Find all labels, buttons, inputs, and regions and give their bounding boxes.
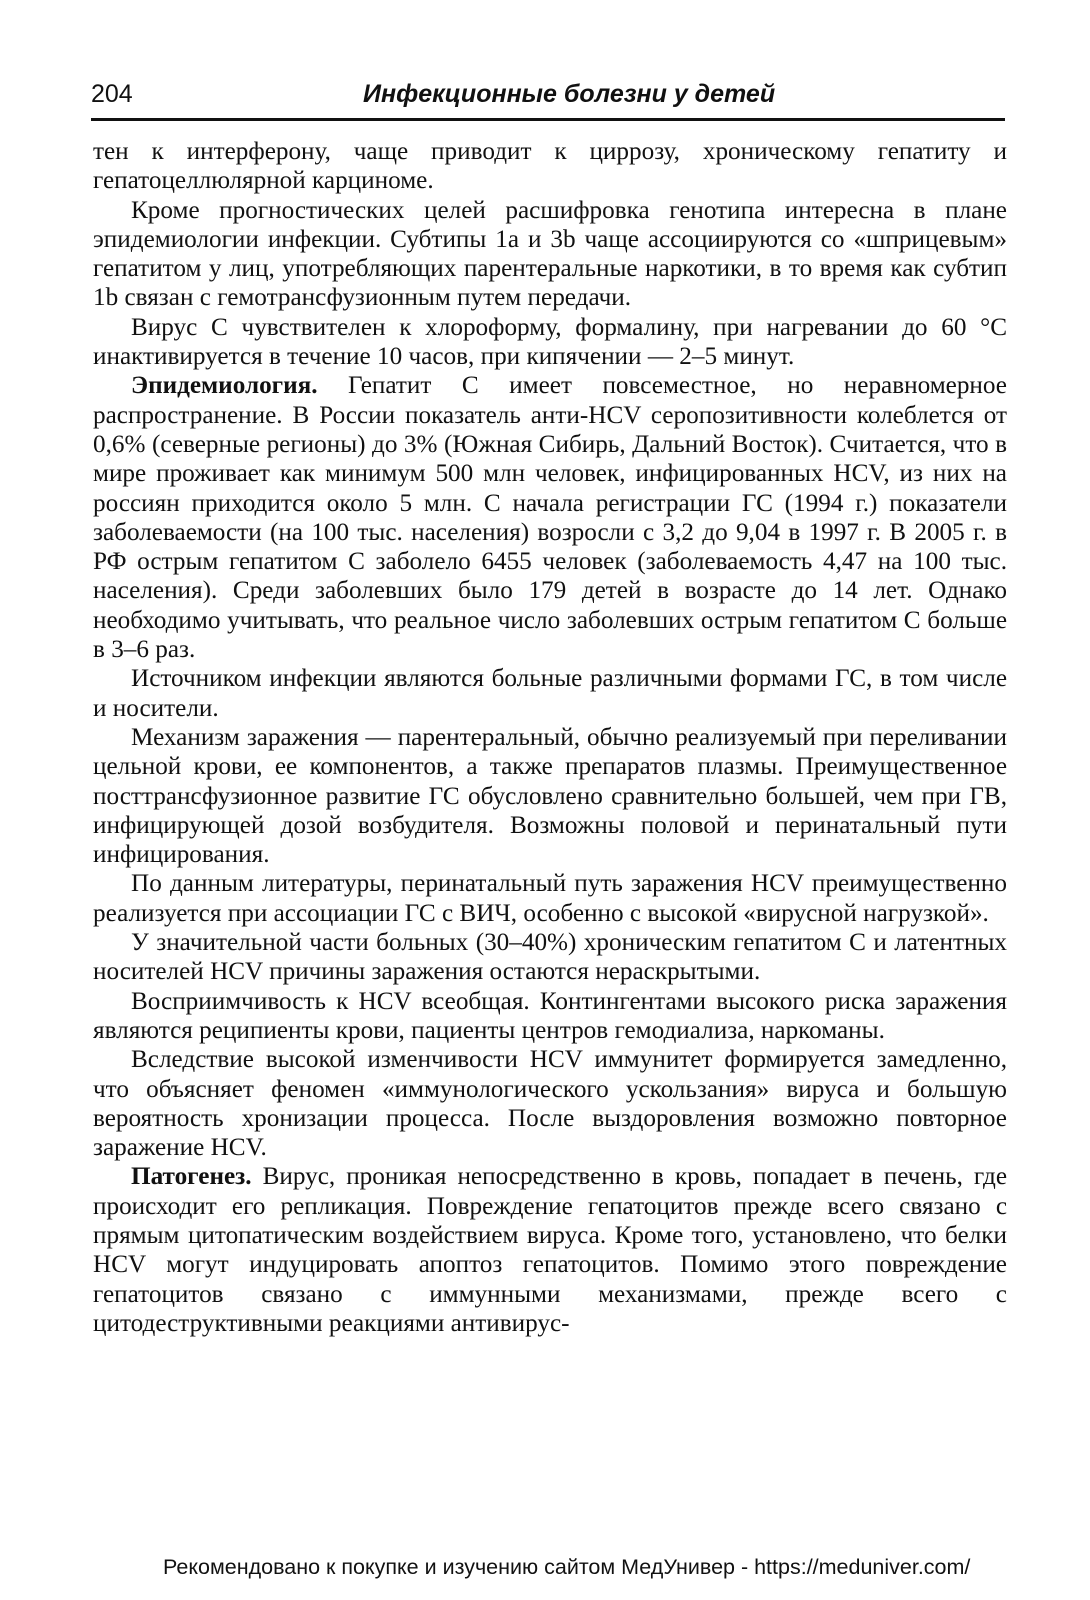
paragraph-epidemiology: Эпидемиология. Гепатит С имеет повсеместное, но неравномерное распространение. В России показатель анти-HCV серопозитивности колеблется от 0,6% (северные регионы) до 3% (Южная Сибирь, Дальний Восток). Считается, что в мире проживает как минимум 500 млн человек, инфицированных HCV, из них на россиян приходится около 5 млн. С начала регистрации ГС (1994 г.) показатели заболеваемости (на 100 тыс. населения) возросли с 3,2 до 9,04 в 1997 г. В 2005 г. в РФ острым гепатитом С заболело 6455 человек (заболеваемость 4,47 на 100 тыс. населения). Среди заболевших было 179 детей в возрасте до 14 лет. Однако необходимо учитывать, что реальное число заболевших острым гепатитом С больше в 3–6 раз.	[93, 372, 1007, 664]
paragraph: Механизм заражения — парентеральный, обычно реализуемый при переливании цельной крови, ее компонентов, а также препаратов плазмы. Преимущественное посттрансфузионное развитие ГС обусловлено сравнительно большей, чем при ГВ, инфицирующей дозой возбудителя. Возможны половой и перинатальный пути инфицирования.	[93, 723, 1007, 869]
paragraph: У значительной части больных (30–40%) хроническим гепатитом С и латентных носителей HCV причины заражения остаются нераскрытыми.	[93, 929, 1007, 986]
page-number: 204	[91, 80, 133, 108]
header-rule	[91, 118, 1005, 121]
paragraph: тен к интерферону, чаще приводит к циррозу, хроническому гепатиту и гепатоцеллюлярной карциноме.	[93, 138, 1007, 195]
running-title: Инфекционные болезни у детей	[363, 80, 776, 108]
paragraph: Восприимчивость к HCV всеобщая. Контингентами высокого риска заражения являются реципиенты крови, пациенты центров гемодиализа, наркоманы.	[93, 987, 1007, 1044]
paragraph: Кроме прогностических целей расшифровка генотипа интересна в плане эпидемиологии инфекции. Субтипы 1а и 3b чаще ассоциируются со «шприцевым» гепатитом у лиц, употребляющих парентеральные наркотики, в то время как субтип 1b связан с гемотрансфузионным путем передачи.	[93, 196, 1007, 312]
paragraph: Источником инфекции являются больные различными формами ГС, в том числе и носители.	[93, 665, 1007, 722]
footer-recommendation: Рекомендовано к покупке и изучению сайтом МедУнивер - https://meduniver.com/	[163, 1555, 971, 1579]
paragraph-pathogenesis: Патогенез. Вирус, проникая непосредственно в кровь, попадает в печень, где происходит его репликация. Повреждение гепатоцитов прежде всего связано с прямым цитопатическим воздействием вируса. Кроме того, установлено, что белки HCV могут индуцировать апоптоз гепатоцитов. Помимо этого повреждение гепатоцитов связано с иммунными механизмами, прежде всего с цитодеструктивными реакциями антивирус-	[93, 1163, 1007, 1337]
section-heading: Патогенез.	[131, 1163, 252, 1191]
section-heading: Эпидемиология.	[131, 372, 318, 400]
paragraph: Вследствие высокой изменчивости HCV иммунитет формируется замедленно, что объясняет феномен «иммунологического ускользания» вируса и большую вероятность хронизации процесса. После выздоровления возможно повторное заражение HCV.	[93, 1046, 1007, 1162]
body-text	[93, 137, 1007, 1338]
paragraph: Вирус С чувствителен к хлороформу, формалину, при нагревании до 60 °С инактивируется в течение 10 часов, при кипячении — 2–5 минут.	[93, 313, 1007, 371]
paragraph: По данным литературы, перинатальный путь заражения HCV преимущественно реализуется при ассоциации ГС с ВИЧ, особенно с высокой «вирусной нагрузкой».	[93, 870, 1007, 927]
page-header	[91, 80, 1003, 114]
